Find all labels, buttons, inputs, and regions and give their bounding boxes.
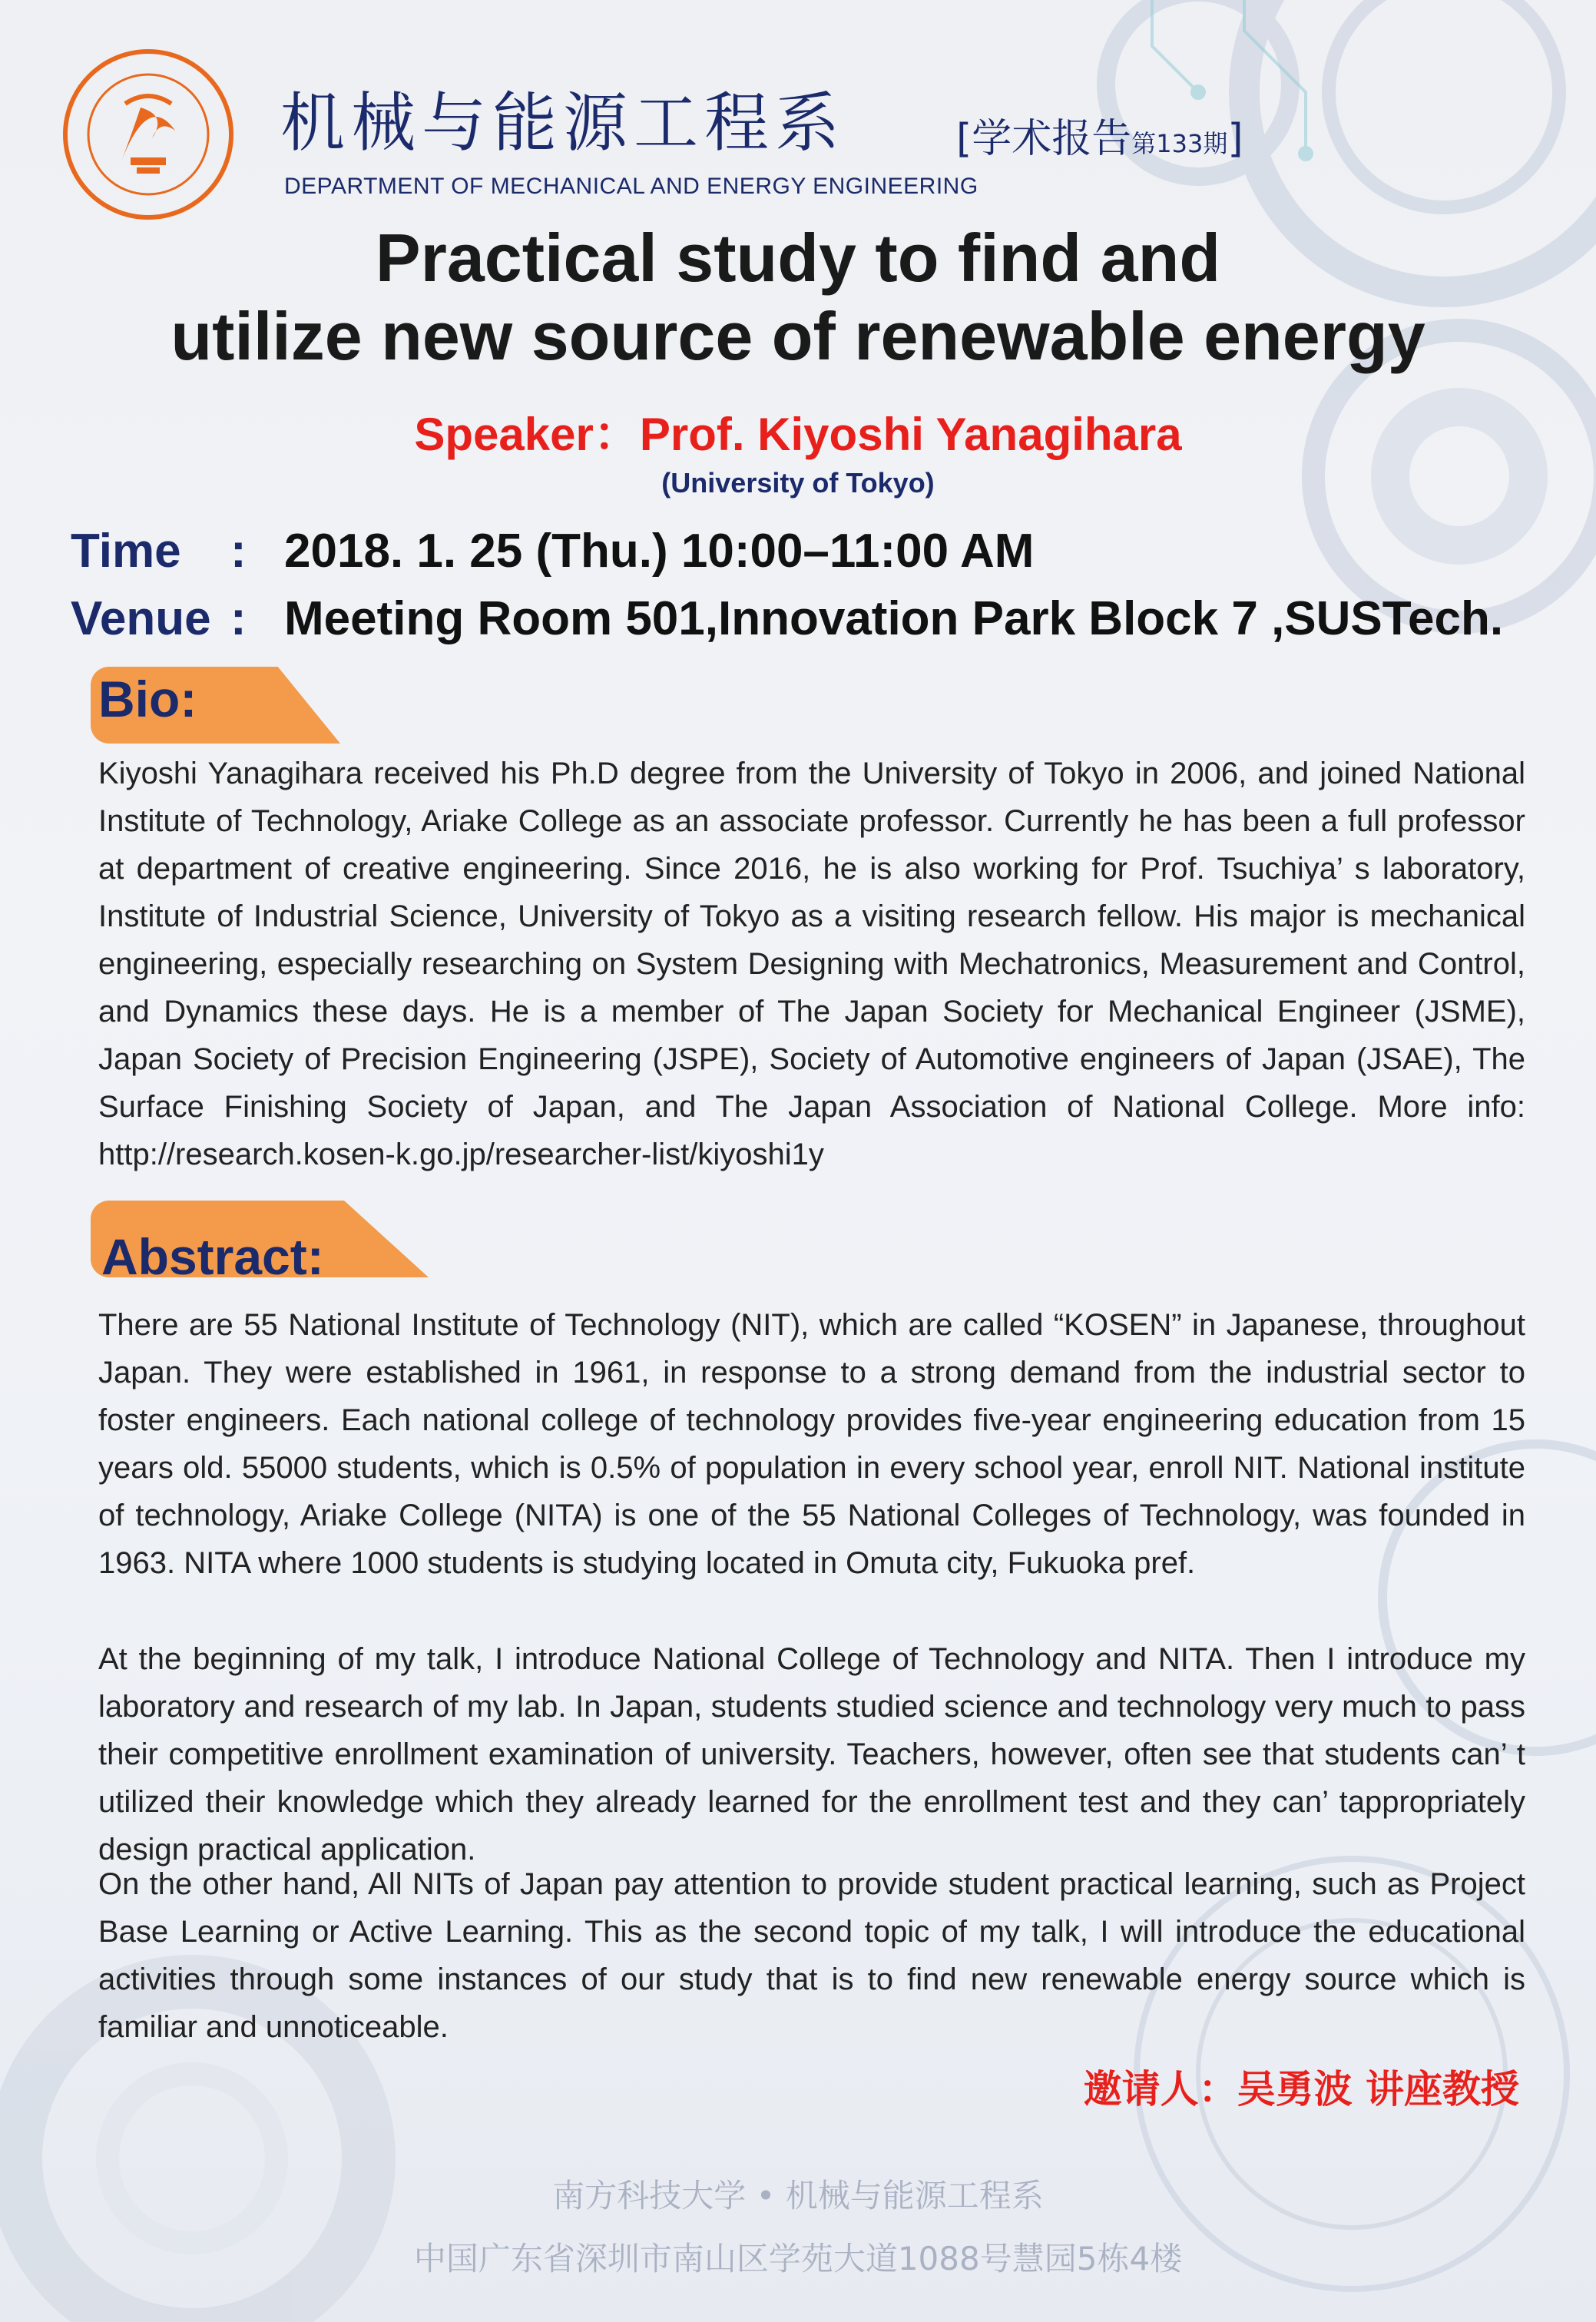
time-label: Time — [71, 525, 181, 578]
abstract-heading: Abstract: — [101, 1228, 324, 1285]
footer-institution: 南方科技大学 • 机械与能源工程系 — [552, 2177, 1044, 2214]
speaker-affiliation: (University of Tokyo) — [661, 467, 935, 499]
report-tag — [956, 116, 1243, 162]
issue-number: 第133期 — [1131, 129, 1228, 158]
time-separator: : — [230, 525, 247, 578]
footer-address: 中国广东省深圳市南山区学苑大道1088号慧园5栋4楼 — [413, 2240, 1183, 2277]
inviter: 邀请人：吴勇波 讲座教授 — [1083, 2067, 1519, 2112]
report-tag-open: [学术报告 — [956, 116, 1132, 162]
venue-label: Venue — [71, 592, 211, 645]
abstract-paragraph-3: On the other hand, All NITs of Japan pay attention to provide student practical learning, such as Project Base Learning or Active Learning. This as the second topic of my talk, I will introduce the educational activities through some instances of our study that is to find new renewable energy source which is familiar and unnoticeable. — [98, 1867, 1525, 2044]
venue-row — [71, 591, 1503, 646]
venue-separator: : — [230, 592, 247, 645]
department-name-cn: 机械与能源工程系 — [280, 85, 846, 161]
bio-text: Kiyoshi Yanagihara received his Ph.D degree from the University of Tokyo in 2006, and joined National Institute of Technology, Ariake College as an associate professor. Currently he has been a full professor at department of creative engineering. Since 2016, he is also working for Prof. Tsuchiya’ s laboratory, Institute of Industrial Science, University of Tokyo as a visiting research fellow. His major is mechanical engineering, especially researching on System Designing with Mechatronics, Measurement and Control, and Dynamics these days. He is a member of The Japan Society for Mechanical Engineer (JSME), Japan Society of Precision Engineering (JSPE), Society of Automotive engineers of Japan (JSAE), The Surface Finishing Society of Japan, and The Japan Association of National College. More info: http://research.kosen-k.go.jp/researcher-list/kiyoshi1y — [98, 757, 1525, 1171]
talk-title-line1: Practical study to find and — [375, 220, 1221, 296]
university-logo — [60, 46, 237, 223]
report-tag-close: ] — [1227, 116, 1243, 162]
abstract-paragraph-2: At the beginning of my talk, I introduce National College of Technology and NITA. Then I introduce my laboratory and research of my lab. In Japan, students studied science and technology very much to pass their competitive enrollment examination of university. Teachers, however, often see that students can’ t utilized their knowledge which they already learned for the enrollment test and they can’ tappropriately design practical application. — [98, 1642, 1525, 1867]
time-row — [71, 524, 1034, 578]
speaker: Speaker：Prof. Kiyoshi Yanagihara — [414, 409, 1182, 460]
time-value: 2018. 1. 25 (Thu.) 10:00–11:00 AM — [284, 525, 1035, 578]
talk-title — [0, 219, 1596, 376]
abstract-paragraph-1: There are 55 National Institute of Technology (NIT), which are called “KOSEN” in Japanese, throughout Japan. They were established in 1961, in response to a strong demand from the industrial sector to foster engineers. Each national college of technology provides five-year engineering education from 15 years old. 55000 students, which is 0.5% of population in every school year, enroll NIT. National institute of technology, Ariake College (NITA) is one of the 55 National Colleges of Technology, was founded in 1963. NITA where 1000 students is studying located in Omuta city, Fukuoka pref. — [98, 1308, 1525, 1580]
department-name-en: DEPARTMENT OF MECHANICAL AND ENERGY ENGINEERING — [284, 174, 978, 199]
talk-title-line2: utilize new source of renewable energy — [171, 298, 1425, 374]
bio-heading: Bio: — [98, 671, 197, 727]
venue-value: Meeting Room 501,Innovation Park Block 7 ,SUSTech. — [284, 592, 1504, 645]
